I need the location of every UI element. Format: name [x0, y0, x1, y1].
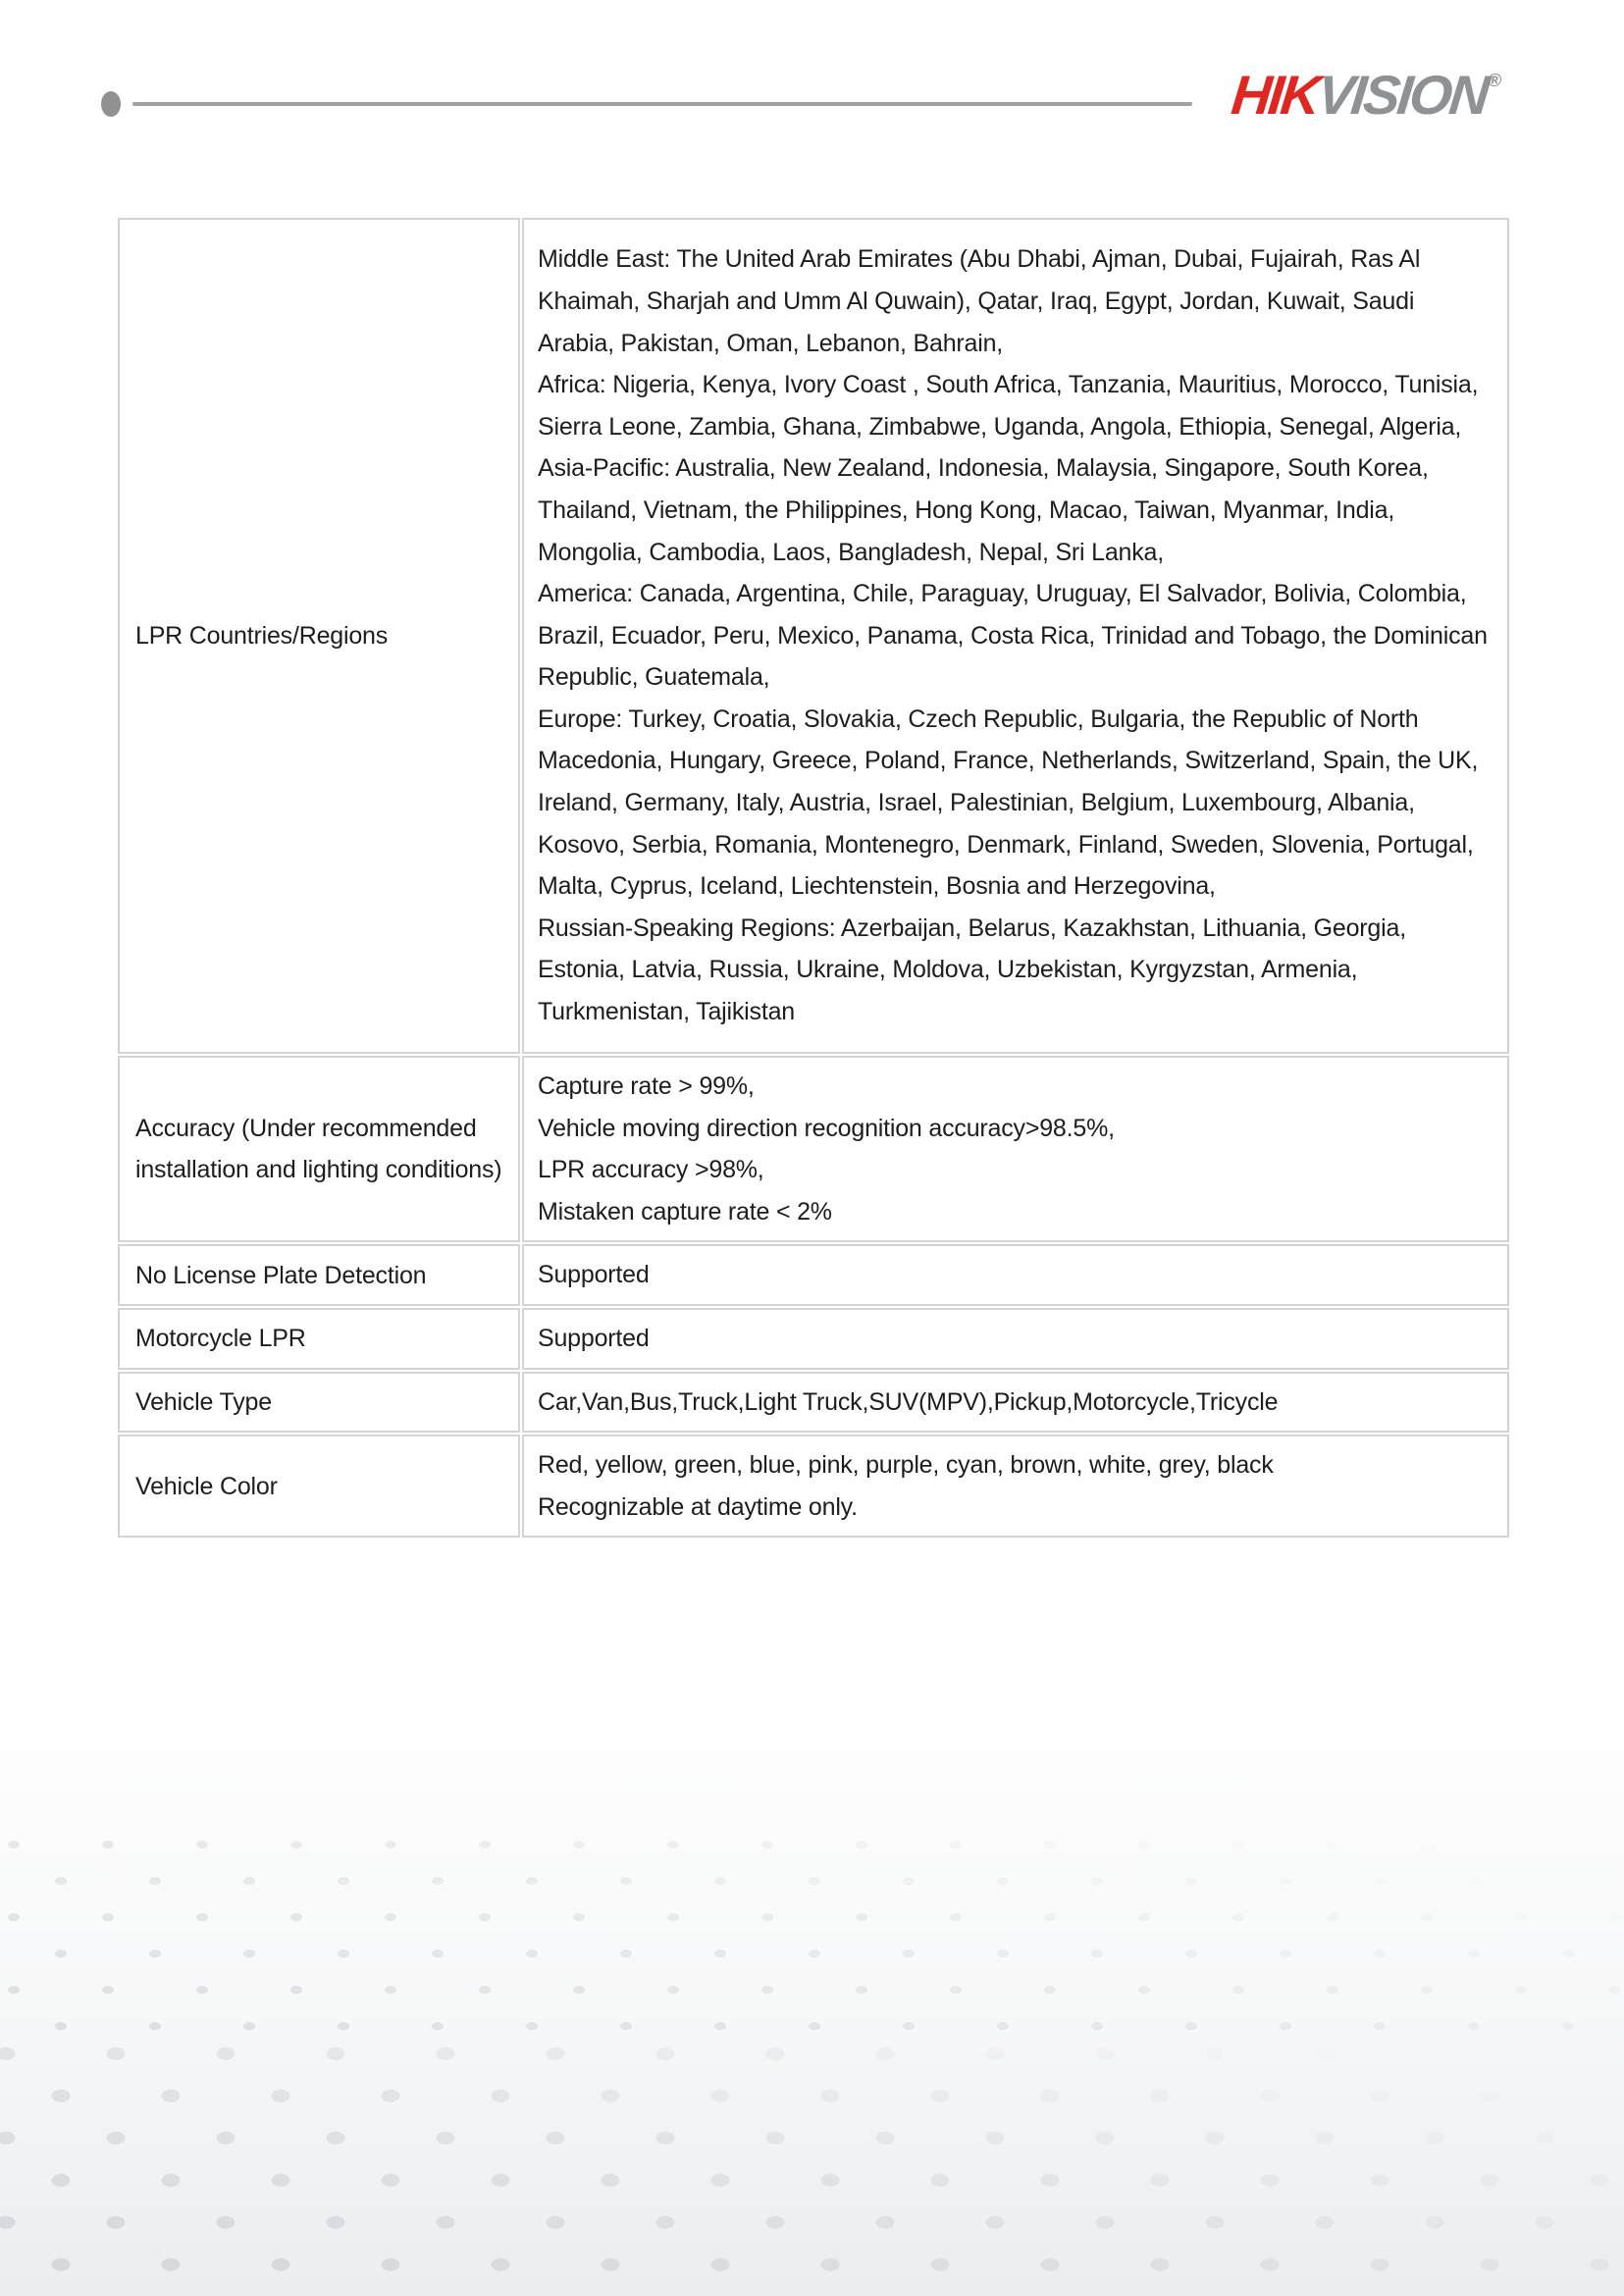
spec-label: Vehicle Type: [118, 1372, 520, 1434]
spec-value-paragraph: Russian-Speaking Regions: Azerbaijan, Belarus, Kazakhstan, Lithuania, Georgia, Estonia, Latvia, Russia, Ukraine, Moldova, Uzbekistan, Kyrgyzstan, Armenia, Turkmenistan, Tajikistan: [538, 913, 1406, 1026]
decorative-dots-pattern: [0, 1835, 1624, 2051]
table-row: [118, 1435, 1509, 1538]
spec-value: [522, 1056, 1509, 1242]
spec-value-paragraph: Red, yellow, green, blue, pink, purple, cyan, brown, white, grey, black: [538, 1451, 1274, 1480]
bottom-gradient: [0, 1688, 1624, 2296]
logo-hik-text: HIK: [1229, 64, 1322, 126]
table-row: [118, 218, 1509, 1054]
spec-value-paragraph: Car,Van,Bus,Truck,Light Truck,SUV(MPV),Pickup,Motorcycle,Tricycle: [538, 1387, 1279, 1416]
header-divider: [132, 102, 1192, 106]
spec-value-paragraph: Supported: [538, 1324, 650, 1352]
spec-value-paragraph: Asia-Pacific: Australia, New Zealand, Indonesia, Malaysia, Singapore, South Korea, Thailand, Vietnam, the Philippines, Hong Kong, Macao, Taiwan, Myanmar, India, Mongolia, Cambodia, Laos, Bangladesh, Nepal, Sri Lanka,: [538, 454, 1429, 566]
table-row: [118, 1372, 1509, 1434]
table-row: [118, 1056, 1509, 1242]
spec-value: [522, 1372, 1509, 1434]
table-row: [118, 1244, 1509, 1306]
spec-value-paragraph: LPR accuracy >98%,: [538, 1156, 764, 1184]
spec-value-paragraph: Africa: Nigeria, Kenya, Ivory Coast , South Africa, Tanzania, Mauritius, Morocco, Tunisia, Sierra Leone, Zambia, Ghana, Zimbabwe, Uganda, Angola, Ethiopia, Senegal, Algeria,: [538, 371, 1479, 441]
spec-value: [522, 1308, 1509, 1370]
spec-label: No License Plate Detection: [118, 1244, 520, 1306]
spec-label: LPR Countries/Regions: [118, 218, 520, 1054]
spec-value-paragraph: Supported: [538, 1261, 650, 1289]
spec-value: [522, 1244, 1509, 1306]
spec-label: Vehicle Color: [118, 1435, 520, 1538]
spec-label: Motorcycle LPR: [118, 1308, 520, 1370]
spec-value-paragraph: Europe: Turkey, Croatia, Slovakia, Czech Republic, Bulgaria, the Republic of North Macedonia, Hungary, Greece, Poland, France, Netherlands, Switzerland, Spain, the UK, Ireland, Germany, Italy, Austria, Israel, Palestinian, Belgium, Luxembourg, Albania, Kosovo, Serbia, Romania, Montenegro, Denmark, Finland, Sweden, Slovenia, Portugal, Malta, Cyprus, Iceland, Liechtenstein, Bosnia and Herzegovina,: [538, 704, 1479, 901]
spec-value-paragraph: Capture rate > 99%,: [538, 1072, 755, 1100]
spec-value-paragraph: Middle East: The United Arab Emirates (Abu Dhabi, Ajman, Dubai, Fujairah, Ras Al Khaimah, Sharjah and Umm Al Quwain), Qatar, Iraq, Egypt, Jordan, Kuwait, Saudi Arabia, Pakistan, Oman, Lebanon, Bahrain,: [538, 245, 1421, 357]
decorative-dots-pattern: [0, 2046, 1624, 2296]
registered-trademark: ®: [1487, 71, 1503, 91]
spec-label: Accuracy (Under recommended installation and lighting conditions): [118, 1056, 520, 1242]
bullet-dot-icon: [101, 91, 121, 117]
spec-value: [522, 218, 1509, 1054]
spec-value-paragraph: America: Canada, Argentina, Chile, Paraguay, Uruguay, El Salvador, Bolivia, Colombia, Brazil, Ecuador, Peru, Mexico, Panama, Costa Rica, Trinidad and Tobago, the Dominican Republic, Guatemala,: [538, 580, 1488, 692]
spec-value-paragraph: Vehicle moving direction recognition accuracy>98.5%,: [538, 1114, 1115, 1142]
hikvision-logo: [1229, 63, 1503, 127]
spec-value-paragraph: Mistaken capture rate < 2%: [538, 1197, 832, 1226]
spec-table: [116, 216, 1511, 1539]
spec-value: [522, 1435, 1509, 1538]
logo-vision-text: VISION: [1314, 64, 1491, 126]
table-row: [118, 1308, 1509, 1370]
spec-value-paragraph: Recognizable at daytime only.: [538, 1492, 858, 1521]
